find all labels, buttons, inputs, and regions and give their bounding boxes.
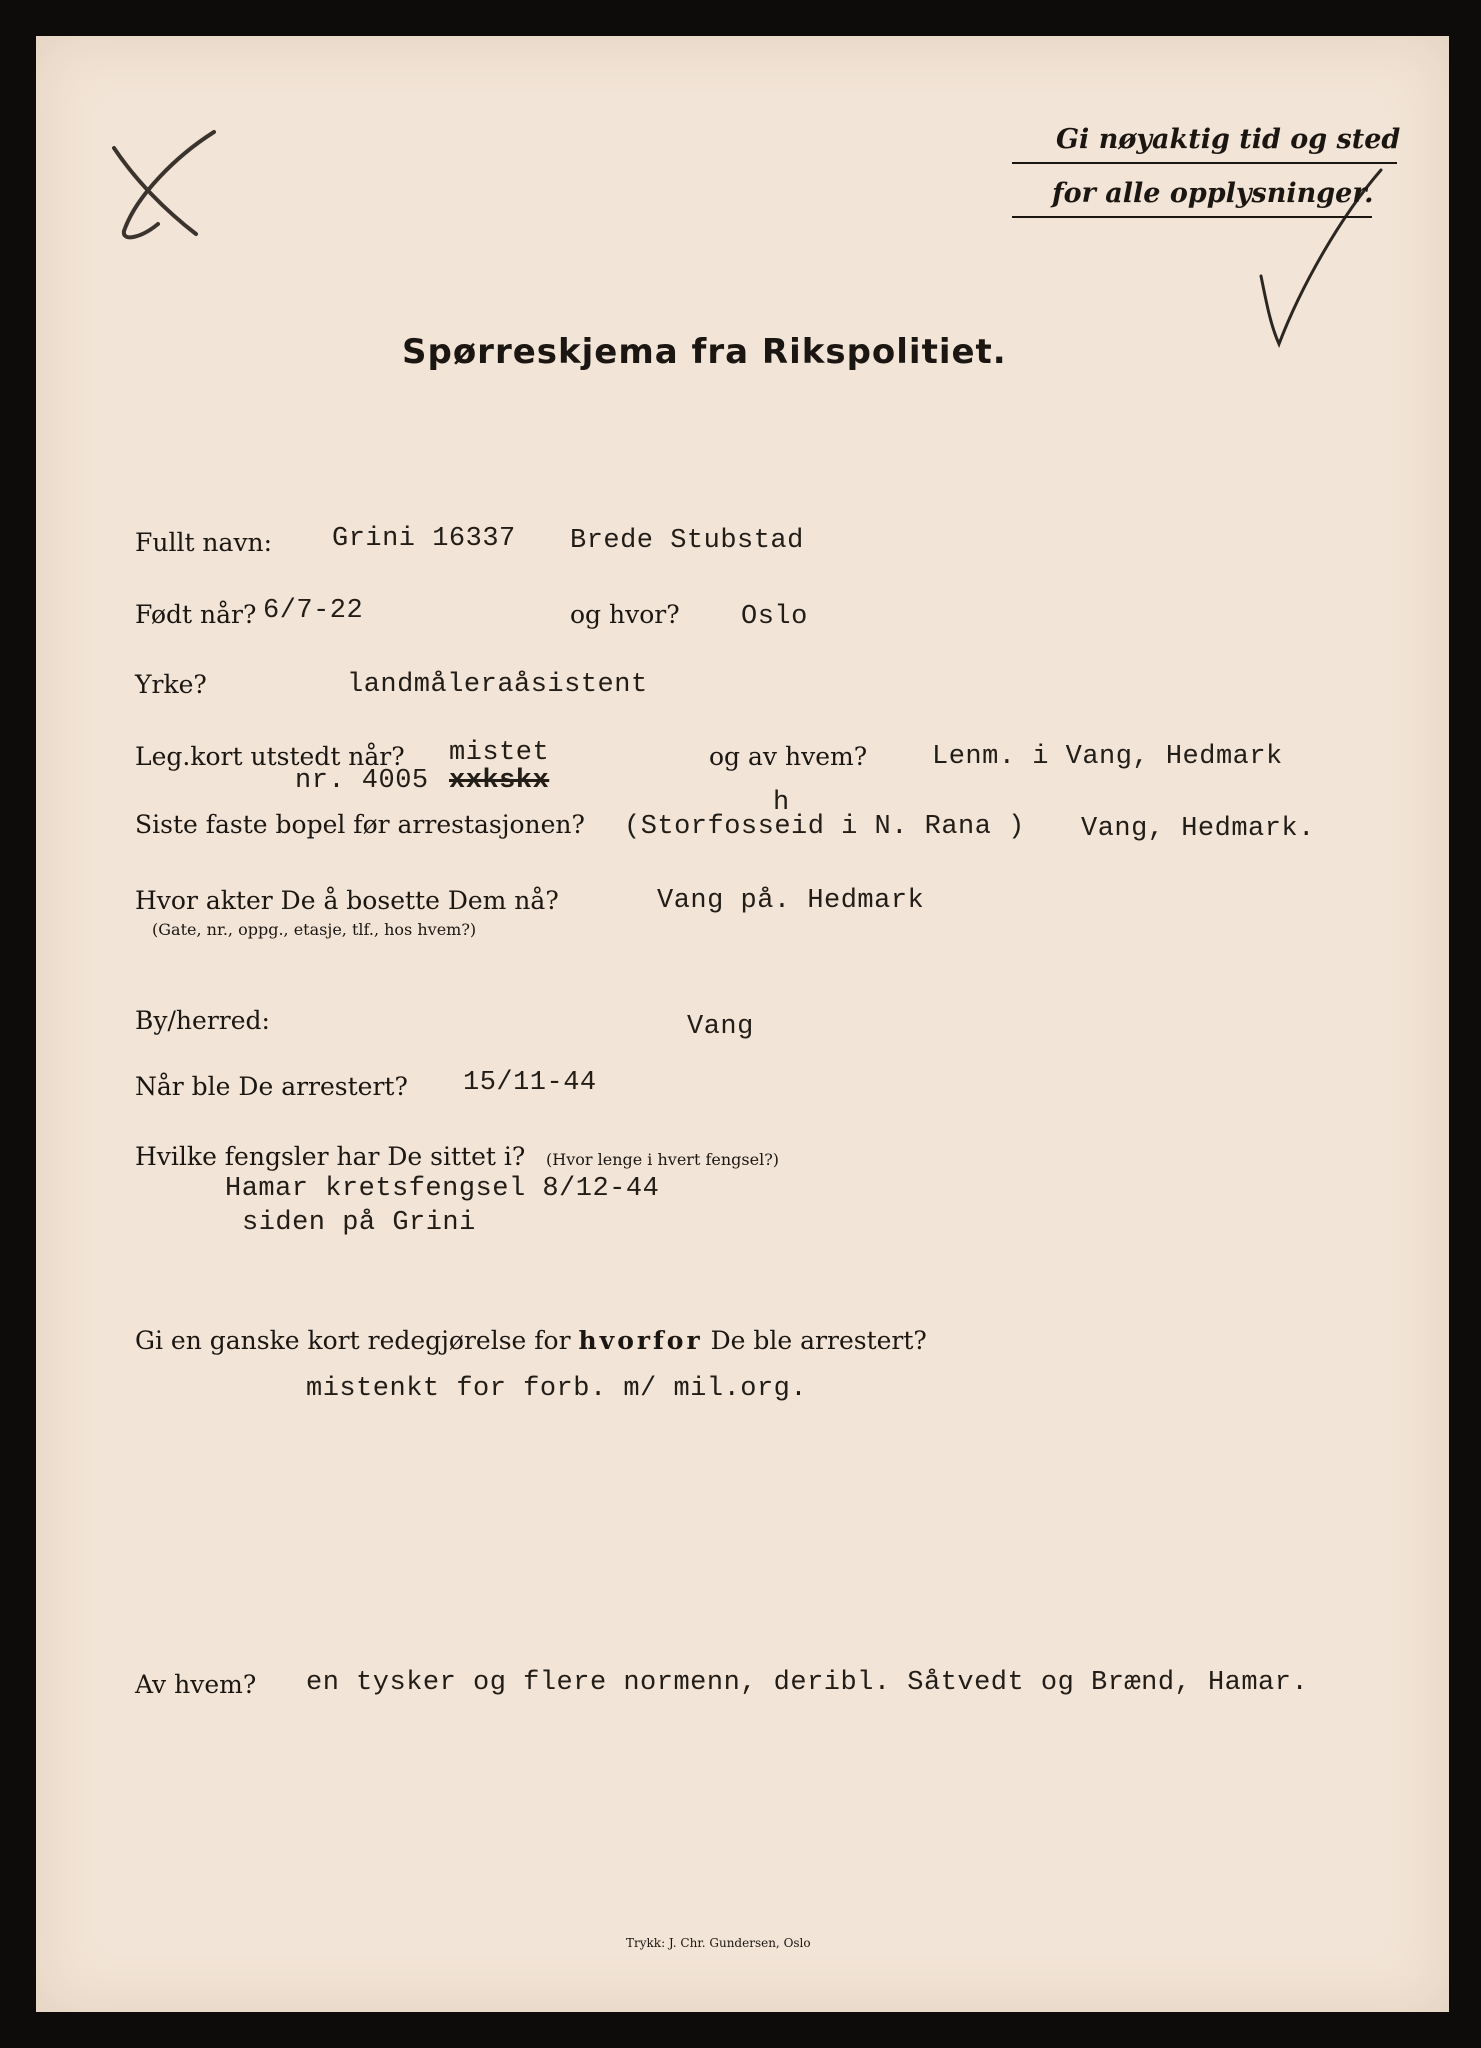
issuer-value: Lenm. i Vang, Hedmark [932,742,1283,772]
note-line-2: for alle opplysninger. [1052,178,1374,209]
name-value-2: Brede Stubstad [570,526,804,556]
residence-label: Siste faste bopel før arrestasjonen? [135,810,585,839]
note-line-1: Gi nøyaktig tid og sted [1056,124,1401,155]
settle-label: Hvor akter De å bosette Dem nå? [135,886,559,915]
idcard-label: Leg.kort utstedt når? [135,742,405,771]
reason-label [135,1326,927,1355]
prisons-label: Hvilke fengsler har De sittet i? [135,1142,526,1171]
form-title: Spørreskjema fra Rikspolitiet. [402,332,1007,372]
name-label: Fullt navn: [135,528,273,557]
arrest-date-value: 15/11-44 [463,1068,597,1098]
reason-label-emphasis: hvorfor [578,1326,703,1355]
handwritten-x-mark [96,126,226,246]
birthplace-label: og hvor? [570,600,680,629]
prisons-value-1: Hamar kretsfengsel 8/12-44 [225,1174,660,1204]
settle-sublabel: (Gate, nr., oppg., etasje, tlf., hos hvem?) [152,920,477,939]
document-page [36,36,1449,2012]
reason-label-start: Gi en ganske kort redegjørelse for [135,1326,571,1355]
town-value: Vang [687,1012,754,1042]
printer-credit: Trykk: J. Chr. Gundersen, Oslo [626,1936,811,1950]
occupation-label: Yrke? [135,670,207,699]
birthplace-value: Oslo [741,602,808,632]
residence-value: (Storfosseid i N. Rana ) [624,812,1025,842]
reason-value: mistenkt for forb. m/ mil.org. [306,1374,808,1404]
note-rule-1 [1012,162,1397,164]
residence-value-2: Vang, Hedmark. [1081,814,1315,844]
town-label: By/herred: [135,1006,270,1035]
idcard-number: nr. 4005 [295,766,429,796]
name-value: Grini 16337 [332,524,516,554]
note-rule-2 [1012,216,1372,218]
issuer-label: og av hvem? [709,742,868,771]
bywhom-label: Av hvem? [135,1670,257,1699]
born-label: Født når? [135,600,257,629]
prisons-value-2: siden på Grini [242,1208,476,1238]
arrest-date-label: Når ble De arrestert? [135,1072,408,1101]
prisons-sublabel: (Hvor lenge i hvert fengsel?) [546,1150,780,1169]
residence-insertion: h [773,788,790,818]
born-value: 6/7-22 [263,596,364,626]
idcard-struck-text: xxkskx [449,766,550,796]
bywhom-value: en tysker og flere normenn, deribl. Såtvedt og Brænd, Hamar. [306,1668,1309,1698]
idcard-value: mistet [449,738,550,768]
occupation-value: landmåleraåsistent [347,670,648,700]
settle-value: Vang på. Hedmark [657,886,925,916]
reason-label-end: De ble arrestert? [710,1326,927,1355]
